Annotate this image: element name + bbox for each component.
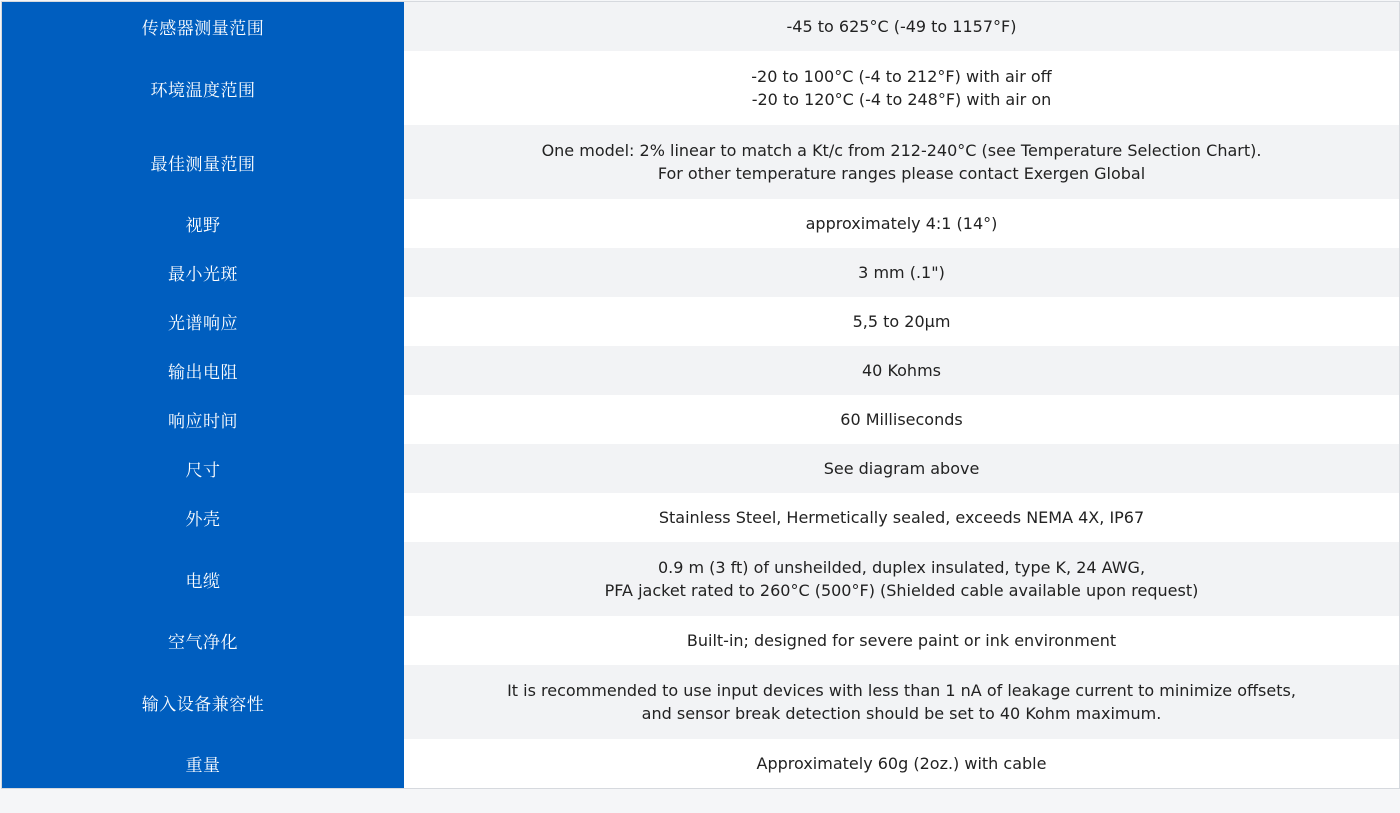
spec-table — [1, 1, 1400, 789]
spec-value-line: Approximately 60g (2oz.) with cable — [756, 754, 1047, 773]
spec-row — [2, 395, 1399, 444]
spec-row — [2, 248, 1399, 297]
spec-value-line: 60 Milliseconds — [840, 410, 963, 429]
spec-label: 输入设备兼容性 — [2, 665, 404, 739]
spec-row — [2, 199, 1399, 248]
spec-value-line: -45 to 625°C (-49 to 1157°F) — [786, 17, 1017, 36]
spec-value — [404, 395, 1399, 444]
spec-value-line: 40 Kohms — [862, 361, 941, 380]
spec-value-line: approximately 4:1 (14°) — [805, 214, 998, 233]
spec-row — [2, 542, 1399, 616]
spec-value — [404, 199, 1399, 248]
spec-value-line: PFA jacket rated to 260°C (500°F) (Shielded cable available upon request) — [604, 581, 1199, 600]
spec-value — [404, 665, 1399, 739]
spec-label: 尺寸 — [2, 444, 404, 493]
spec-value — [404, 346, 1399, 395]
spec-value-line: Built-in; designed for severe paint or ink environment — [686, 631, 1117, 650]
spec-label: 外壳 — [2, 493, 404, 542]
spec-label: 空气净化 — [2, 616, 404, 665]
spec-value — [404, 248, 1399, 297]
spec-value — [404, 125, 1399, 199]
spec-value — [404, 542, 1399, 616]
spec-value-line: See diagram above — [823, 459, 980, 478]
spec-value — [404, 51, 1399, 125]
spec-value-line: and sensor break detection should be set to 40 Kohm maximum. — [641, 704, 1162, 723]
spec-row — [2, 665, 1399, 739]
spec-value-line: One model: 2% linear to match a Kt/c from 212-240°C (see Temperature Selection Chart). — [541, 141, 1262, 160]
spec-row — [2, 2, 1399, 51]
spec-label: 响应时间 — [2, 395, 404, 444]
spec-value-line: Stainless Steel, Hermetically sealed, exceeds NEMA 4X, IP67 — [658, 508, 1145, 527]
spec-row — [2, 297, 1399, 346]
spec-row — [2, 739, 1399, 788]
spec-row — [2, 616, 1399, 665]
spec-value-line: -20 to 100°C (-4 to 212°F) with air off — [751, 67, 1052, 86]
spec-label: 视野 — [2, 199, 404, 248]
spec-value-line: 0.9 m (3 ft) of unsheilded, duplex insulated, type K, 24 AWG, — [657, 558, 1146, 577]
spec-value — [404, 616, 1399, 665]
spec-row — [2, 51, 1399, 125]
spec-value — [404, 297, 1399, 346]
spec-value-line: 3 mm (.1") — [858, 263, 945, 282]
spec-row — [2, 125, 1399, 199]
spec-row — [2, 346, 1399, 395]
spec-label: 重量 — [2, 739, 404, 788]
spec-label: 最佳测量范围 — [2, 125, 404, 199]
spec-label: 环境温度范围 — [2, 51, 404, 125]
spec-value — [404, 444, 1399, 493]
spec-row — [2, 493, 1399, 542]
spec-value-line: 5,5 to 20µm — [852, 312, 951, 331]
spec-value — [404, 493, 1399, 542]
spec-value-line: It is recommended to use input devices with less than 1 nA of leakage current to minimize offsets, — [507, 681, 1296, 700]
spec-label: 电缆 — [2, 542, 404, 616]
spec-label: 最小光斑 — [2, 248, 404, 297]
spec-value — [404, 739, 1399, 788]
spec-value — [404, 2, 1399, 51]
spec-value-line: For other temperature ranges please contact Exergen Global — [657, 164, 1146, 183]
spec-label: 传感器测量范围 — [2, 2, 404, 51]
spec-label: 光谱响应 — [2, 297, 404, 346]
spec-row — [2, 444, 1399, 493]
spec-label: 输出电阻 — [2, 346, 404, 395]
spec-value-line: -20 to 120°C (-4 to 248°F) with air on — [751, 90, 1052, 109]
